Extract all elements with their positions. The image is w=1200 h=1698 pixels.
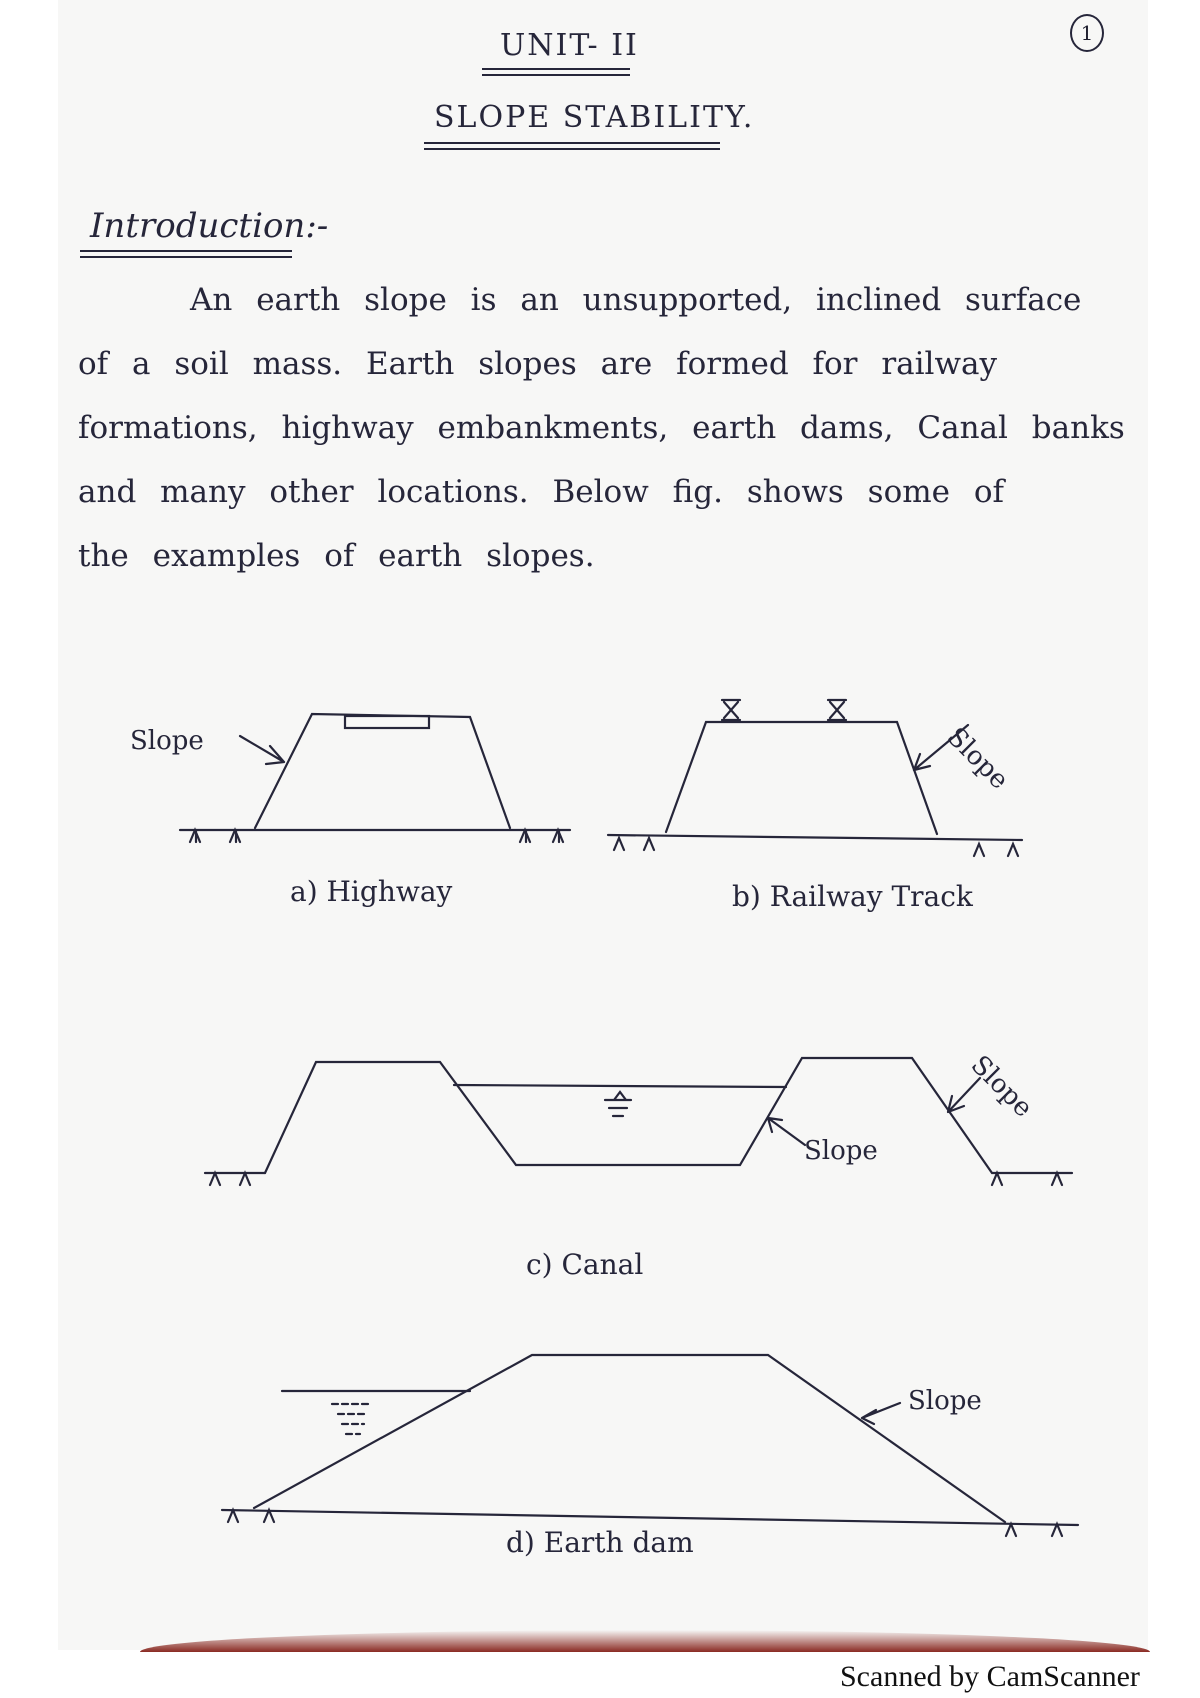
dam-slope-label: Slope (908, 1386, 982, 1416)
highway-slope-label: Slope (130, 726, 204, 756)
paragraph-line: of a soil mass. Earth slopes are formed for railway (78, 346, 997, 382)
unit-heading: UNIT- II (500, 28, 639, 63)
unit-underline (482, 68, 630, 70)
unit-underline-2 (482, 74, 630, 76)
scanner-watermark: Scanned by CamScanner (840, 1660, 1140, 1693)
page-title: SLOPE STABILITY. (434, 100, 755, 135)
railway-caption: b) Railway Track (732, 880, 973, 913)
page-number: 1 (1070, 14, 1104, 52)
scanned-page (58, 0, 1148, 1650)
paragraph-line: formations, highway embankments, earth dams, Canal banks (78, 410, 1125, 446)
paragraph-line: the examples of earth slopes. (78, 538, 595, 574)
intro-underline (80, 250, 292, 252)
title-underline-2 (424, 148, 720, 150)
paragraph-line: and many other locations. Below fig. shows some of (78, 474, 1004, 510)
dam-caption: d) Earth dam (506, 1526, 694, 1559)
intro-underline-2 (80, 256, 292, 258)
paragraph-line: An earth slope is an unsupported, inclined surface (190, 282, 1082, 318)
intro-paragraph (78, 268, 1158, 588)
canal-outer-slope-label: Slope (964, 1050, 1039, 1124)
canal-caption: c) Canal (526, 1248, 644, 1281)
title-underline (424, 142, 720, 144)
intro-heading: Introduction:- (90, 206, 329, 246)
canal-inner-slope-label: Slope (804, 1136, 878, 1166)
highway-caption: a) Highway (290, 875, 453, 908)
railway-slope-label: Slope (940, 722, 1015, 796)
